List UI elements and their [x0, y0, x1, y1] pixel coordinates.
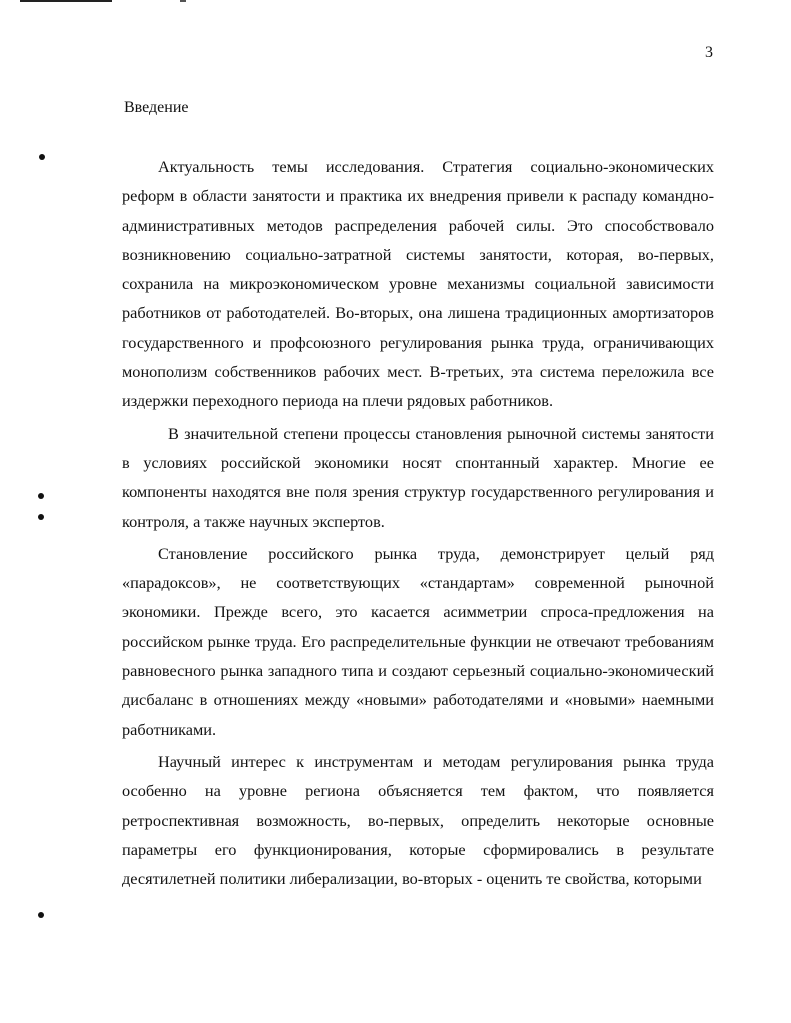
paragraph-relevance: Актуальность темы исследования. Стратегия социально-экономических реформ в области занятости и практика их внедрения привели к распаду командно-административных методов распределения рабочей силы. Это способствовало возникновению социально-затратной системы занятости, которая, во-первых, сохранила на микроэкономическом уровне механизмы социальной зависимости работников от работодателей. Во-вторых, она лишена традиционных амортизаторов государственного и профсоюзного регулирования рынка труда, ограничивающих монополизм собственников рабочих мест. В-третьих, эта система переложила все издержки переходного периода на плечи рядовых работников. — [122, 157, 714, 411]
scan-edge-mark-small — [180, 0, 186, 2]
body-text — [122, 152, 714, 893]
section-heading: Введение — [124, 99, 189, 116]
paragraph-spontaneous-formation: В значительной степени процессы становления рыночной системы занятости в условиях российской экономики носят спонтанный характер. Многие ее компоненты находятся вне поля зрения структур государственного регулирования и контроля, а также научных экспертов. — [122, 423, 714, 531]
scan-edge-mark — [20, 0, 112, 2]
binding-hole-dot — [38, 912, 44, 918]
paragraph-labor-market-paradoxes: Становление российского рынка труда, демонстрирует целый ряд «парадоксов», не соответствующих «стандартам» современной рыночной экономики. Прежде всего, это касается асимметрии спроса-предложения на российском рынке труда. Его распределительные функции не отвечают требованиям равновесного рынка западного типа и создают серьезный социально-экономический дисбаланс в отношениях между «новыми» работодателями и «новыми» наемными работниками. — [122, 543, 714, 739]
paragraph-regional-regulation: Научный интерес к инструментам и методам регулирования рынка труда особенно на уровне региона объясняется тем фактом, что появляется ретроспективная возможность, во-первых, определить некоторые основные параметры его функционирования, которые сформировались в результате десятилетней политики либерализации, во-вторых - оценить те свойства, которыми — [122, 751, 714, 889]
page-number: 3 — [705, 44, 713, 61]
binding-hole-dot — [38, 493, 44, 499]
binding-hole-dot — [38, 514, 44, 520]
binding-hole-dot — [39, 154, 45, 160]
